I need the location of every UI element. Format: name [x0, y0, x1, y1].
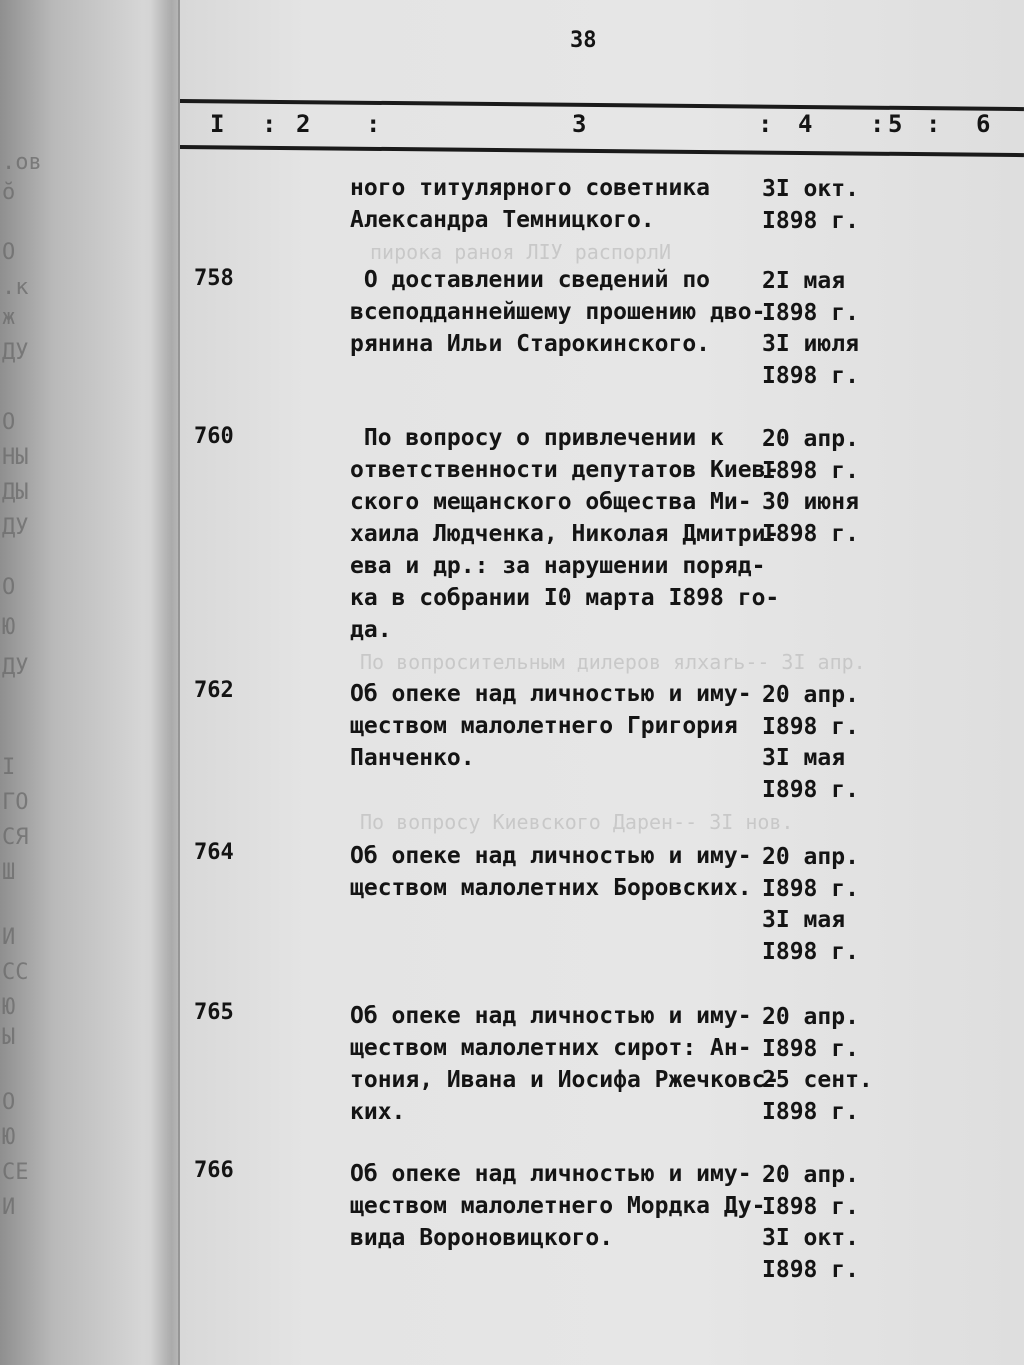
date-line: I898 г.	[762, 875, 859, 902]
entry-description	[350, 678, 750, 774]
description-line: О доставлении сведений по	[350, 267, 711, 293]
entry-description	[350, 422, 780, 646]
column-separator: :	[926, 110, 941, 138]
header-bottom-rule	[180, 145, 1024, 157]
date-line: 25 сент.	[762, 1067, 873, 1093]
entry-dates	[762, 266, 859, 392]
column-6-header: 6	[976, 110, 991, 138]
entry-number: 765	[194, 1000, 234, 1025]
entry-dates	[762, 1002, 873, 1128]
date-line: I898 г.	[762, 1256, 859, 1283]
entry-dates	[762, 174, 859, 237]
entry-description	[350, 840, 750, 904]
column-2-header: 2	[296, 110, 311, 138]
date-line: I898 г.	[762, 207, 859, 234]
entry-number: 764	[194, 840, 234, 865]
date-line: I898 г.	[762, 938, 859, 965]
entry-number: 766	[194, 1158, 234, 1183]
column-separator: :	[262, 110, 277, 138]
date-line: I898 г.	[762, 776, 859, 803]
date-line: 20 апр.	[762, 844, 859, 870]
entry-dates	[762, 1160, 859, 1286]
date-line: 30 июня	[762, 489, 859, 515]
column-separator: :	[870, 110, 885, 138]
description-line: ществом малолетних Боровских.	[350, 875, 752, 901]
description-line: ществом малолетнего Мордка Ду-	[350, 1193, 766, 1219]
entry-description	[350, 264, 766, 360]
description-line: тония, Ивана и Иосифа Ржечковс-	[350, 1067, 780, 1093]
page-number: 38	[570, 28, 597, 53]
entry-number: 760	[194, 424, 234, 449]
description-line: ного титулярного советника	[350, 175, 711, 201]
description-line: Об опеке над личностью и иму-	[350, 1161, 752, 1187]
description-line: Панченко.	[350, 745, 475, 771]
date-line: I898 г.	[762, 299, 859, 326]
entry-description	[350, 1158, 766, 1254]
document-page	[180, 0, 1024, 1365]
date-line: 3I июля	[762, 331, 859, 357]
entry-description	[350, 172, 750, 236]
date-line: 2I мая	[762, 268, 846, 294]
description-line: рянина Ильи Старокинского.	[350, 331, 711, 357]
description-line: ществом малолетнего Григория	[350, 713, 738, 739]
column-separator: :	[366, 110, 381, 138]
date-line: 20 апр.	[762, 1162, 859, 1188]
bleed-through-text: По вопросу Киевского Дарен-- ЗI нов.	[360, 810, 794, 834]
date-line: I898 г.	[762, 457, 859, 484]
column-separator: :	[758, 110, 773, 138]
previous-page-text-fragments: .ов ŏ О .к ж ДУ О НЫ ДЫ ДУ О Ю ДУ I ГО СЯ Ш И СС Ю Ы О Ю СЕ И	[2, 150, 42, 1220]
description-line: Александра Темницкого.	[350, 207, 655, 233]
date-line: 3I мая	[762, 745, 846, 771]
description-line: Об опеке над личностью и иму-	[350, 1003, 752, 1029]
description-line: Об опеке над личностью и иму-	[350, 681, 752, 707]
column-header-row	[180, 106, 1024, 142]
column-3-header: 3	[572, 110, 587, 138]
entry-dates	[762, 424, 859, 550]
description-line: Об опеке над личностью и иму-	[350, 843, 752, 869]
date-line: 3I окт.	[762, 1225, 859, 1251]
date-line: I898 г.	[762, 1098, 859, 1125]
description-line: всеподданнейшему прошению дво-	[350, 299, 766, 325]
description-line: ева и др.: за нарушении поряд-	[350, 553, 766, 579]
description-line: По вопросу о привлечении к	[350, 425, 724, 451]
entry-dates	[762, 680, 859, 806]
description-line: ответственности депутатов Киев-	[350, 457, 780, 483]
description-line: хаила Людченка, Николая Дмитри-	[350, 521, 780, 547]
description-line: ка в собрании I0 марта I898 го-	[350, 585, 780, 611]
description-line: ких.	[350, 1099, 406, 1125]
date-line: 3I окт.	[762, 176, 859, 202]
date-line: 20 апр.	[762, 426, 859, 452]
description-line: да.	[350, 617, 392, 643]
description-line: вида Вороновицкого.	[350, 1225, 614, 1251]
date-line: 20 апр.	[762, 682, 859, 708]
date-line: 20 апр.	[762, 1004, 859, 1030]
entry-dates	[762, 842, 859, 968]
column-1-header: I	[210, 110, 225, 138]
column-4-header: 4	[798, 110, 813, 138]
description-line: ществом малолетних сирот: Ан-	[350, 1035, 752, 1061]
bleed-through-text: По вопросительным дилеров ялхаrь-- ЗI апр.	[360, 650, 866, 674]
date-line: I898 г.	[762, 362, 859, 389]
date-line: I898 г.	[762, 713, 859, 740]
entry-description	[350, 1000, 780, 1128]
date-line: I898 г.	[762, 1035, 859, 1062]
date-line: I898 г.	[762, 1193, 859, 1220]
entry-number: 762	[194, 678, 234, 703]
date-line: I898 г.	[762, 520, 859, 547]
bleed-through-text: пирока раноя ЛIУ распорлИ	[370, 240, 672, 264]
date-line: 3I мая	[762, 907, 846, 933]
column-5-header: 5	[888, 110, 903, 138]
description-line: ского мещанского общества Ми-	[350, 489, 752, 515]
entry-number: 758	[194, 266, 234, 291]
